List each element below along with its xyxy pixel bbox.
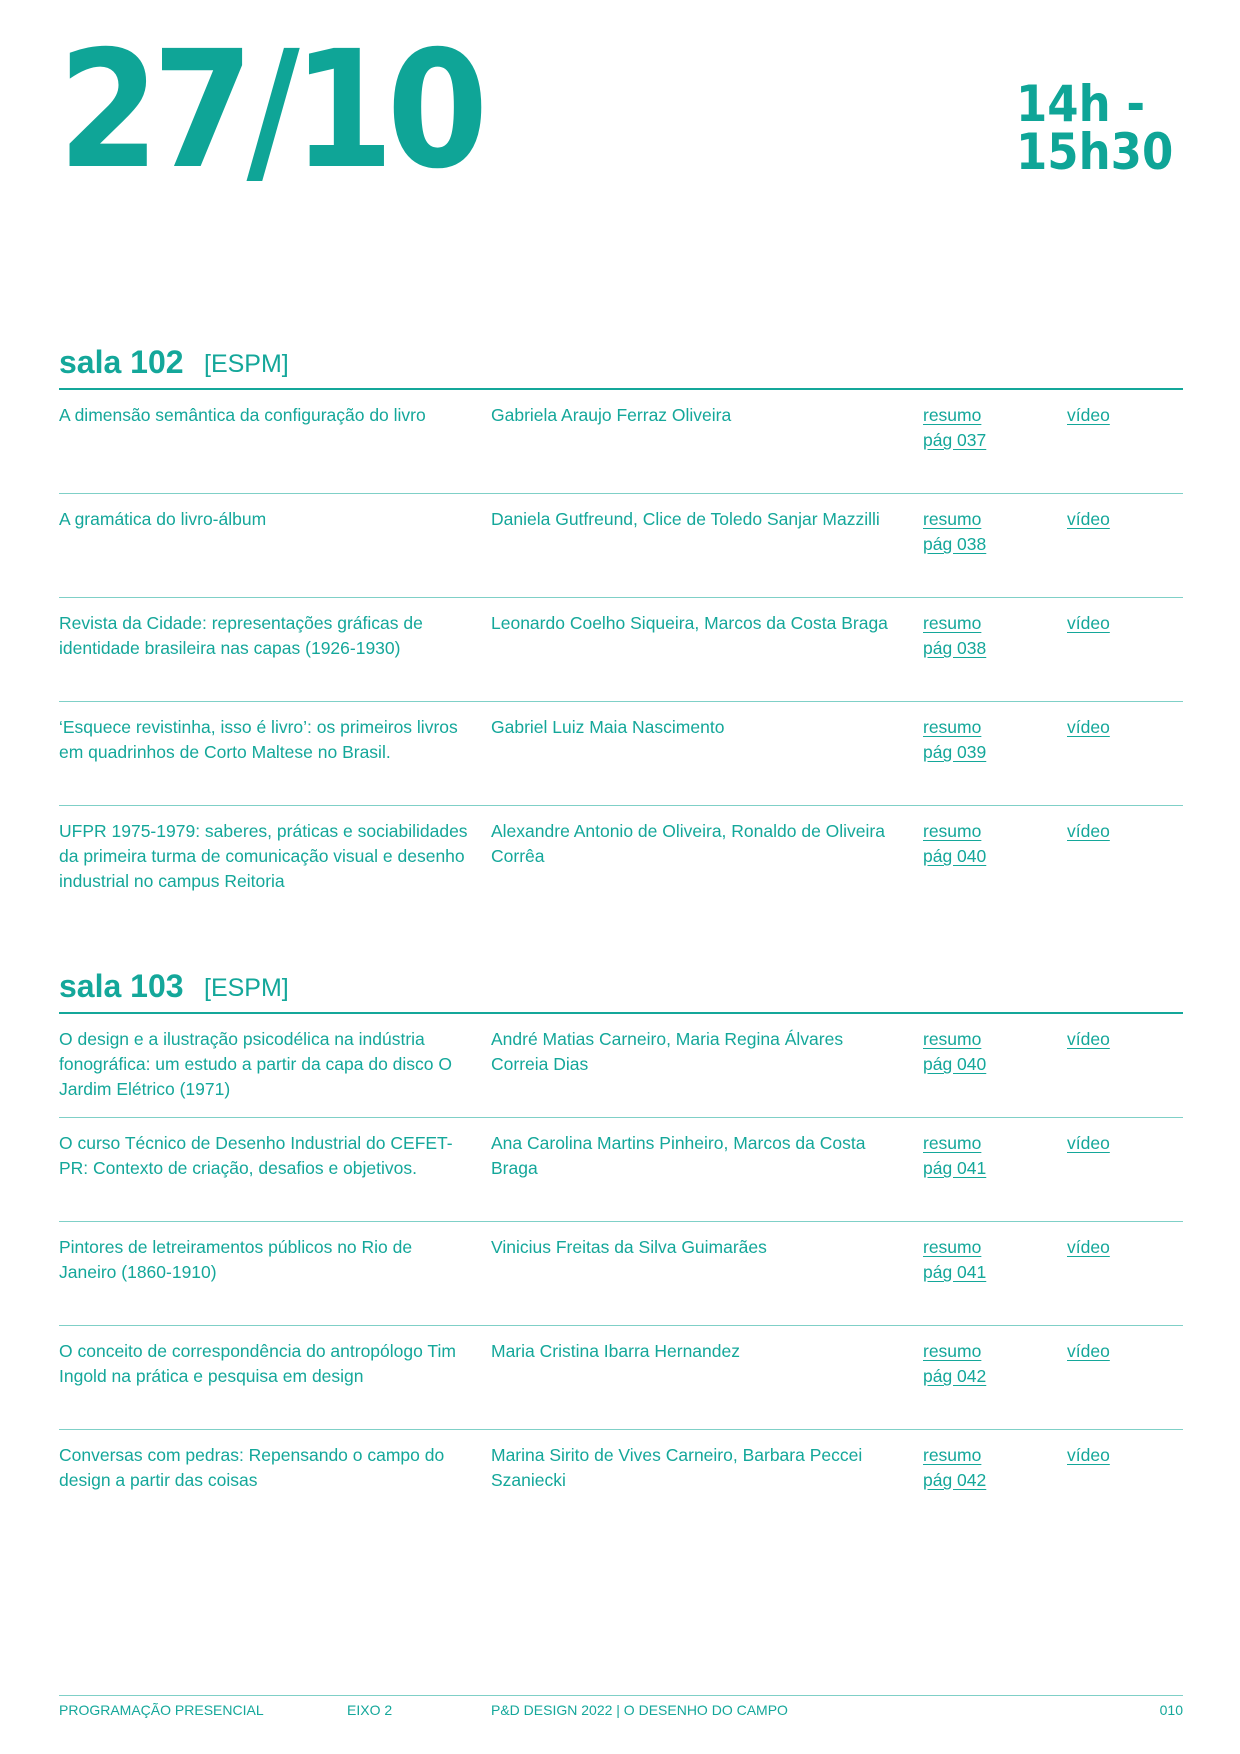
video-link[interactable]: vídeo: [1067, 1133, 1110, 1153]
video-link[interactable]: vídeo: [1067, 405, 1110, 425]
paper-authors: Leonardo Coelho Siqueira, Marcos da Costa Braga: [491, 613, 888, 633]
paper-authors: Gabriel Luiz Maia Nascimento: [491, 717, 725, 737]
room-header: [59, 338, 1183, 390]
paper-title: Conversas com pedras: Repensando o campo do design a partir das coisas: [59, 1445, 445, 1490]
abstract-link: [923, 1339, 1033, 1389]
abstract-link: [923, 1131, 1033, 1181]
paper-row: [59, 702, 1183, 806]
abstract-page-link[interactable]: pág 037: [923, 430, 987, 450]
room-venue: [ESPM]: [204, 974, 289, 1002]
paper-row: [59, 1222, 1183, 1326]
paper-title: A dimensão semântica da configuração do livro: [59, 405, 426, 425]
paper-title: Revista da Cidade: representações gráficas de identidade brasileira nas capas (1926-1930): [59, 613, 423, 658]
paper-row: [59, 598, 1183, 702]
paper-title: O conceito de correspondência do antropólogo Tim Ingold na prática e pesquisa em design: [59, 1341, 456, 1386]
abstract-link: [923, 819, 1033, 869]
paper-row: [59, 494, 1183, 598]
session-date: 27/10: [58, 17, 482, 205]
paper-authors: Vinicius Freitas da Silva Guimarães: [491, 1237, 767, 1257]
abstract-page-link[interactable]: pág 038: [923, 638, 987, 658]
abstract-resumo-link[interactable]: resumo: [923, 1029, 982, 1049]
paper-authors: Alexandre Antonio de Oliveira, Ronaldo de Oliveira Corrêa: [491, 821, 885, 866]
footer-axis-label: EIXO 2: [347, 1702, 393, 1718]
video-link[interactable]: vídeo: [1067, 821, 1110, 841]
room-name: sala 103: [59, 968, 184, 1004]
video-link[interactable]: vídeo: [1067, 717, 1110, 737]
abstract-page-link[interactable]: pág 038: [923, 534, 987, 554]
paper-authors: Daniela Gutfreund, Clice de Toledo Sanjar Mazzilli: [491, 509, 880, 529]
paper-row: [59, 390, 1183, 494]
room-header: [59, 962, 1183, 1014]
room-section-102: [59, 338, 1183, 909]
paper-row: [59, 1118, 1183, 1222]
abstract-page-link[interactable]: pág 042: [923, 1366, 987, 1386]
abstract-link: [923, 507, 1033, 557]
paper-authors: André Matias Carneiro, Maria Regina Álvares Correia Dias: [491, 1029, 844, 1074]
abstract-link: [923, 1027, 1033, 1077]
abstract-resumo-link[interactable]: resumo: [923, 1445, 982, 1465]
paper-authors: Maria Cristina Ibarra Hernandez: [491, 1341, 740, 1361]
video-link[interactable]: vídeo: [1067, 1341, 1110, 1361]
abstract-page-link[interactable]: pág 042: [923, 1470, 987, 1490]
abstract-link: [923, 403, 1033, 453]
paper-authors: Marina Sirito de Vives Carneiro, Barbara Peccei Szaniecki: [491, 1445, 863, 1490]
abstract-page-link[interactable]: pág 041: [923, 1158, 987, 1178]
abstract-resumo-link[interactable]: resumo: [923, 1133, 982, 1153]
abstract-resumo-link[interactable]: resumo: [923, 717, 982, 737]
footer-event-label: P&D DESIGN 2022 | O DESENHO DO CAMPO: [491, 1702, 788, 1718]
video-link[interactable]: vídeo: [1067, 1445, 1110, 1465]
paper-row: [59, 1326, 1183, 1430]
room-name: sala 102: [59, 344, 184, 380]
abstract-resumo-link[interactable]: resumo: [923, 821, 982, 841]
abstract-link: [923, 1443, 1033, 1493]
footer-program-label: PROGRAMAÇÃO PRESENCIAL: [59, 1702, 264, 1718]
paper-row: [59, 1014, 1183, 1118]
room-venue: [ESPM]: [204, 350, 289, 378]
session-time: [1016, 75, 1214, 181]
video-link[interactable]: vídeo: [1067, 613, 1110, 633]
page-number: 010: [1159, 1702, 1183, 1718]
session-time-end: 15h30: [1016, 123, 1174, 181]
video-link[interactable]: vídeo: [1067, 1029, 1110, 1049]
video-link[interactable]: vídeo: [1067, 1237, 1110, 1257]
paper-authors: Gabriela Araujo Ferraz Oliveira: [491, 405, 732, 425]
paper-title: Pintores de letreiramentos públicos no Rio de Janeiro (1860-1910): [59, 1237, 413, 1282]
paper-row: [59, 806, 1183, 909]
paper-row: [59, 1430, 1183, 1533]
abstract-resumo-link[interactable]: resumo: [923, 1237, 982, 1257]
abstract-page-link[interactable]: pág 039: [923, 742, 987, 762]
paper-authors: Ana Carolina Martins Pinheiro, Marcos da Costa Braga: [491, 1133, 866, 1178]
abstract-resumo-link[interactable]: resumo: [923, 405, 982, 425]
abstract-resumo-link[interactable]: resumo: [923, 509, 982, 529]
abstract-link: [923, 611, 1033, 661]
abstract-link: [923, 1235, 1033, 1285]
page-footer: [59, 1695, 1183, 1726]
video-link[interactable]: vídeo: [1067, 509, 1110, 529]
abstract-resumo-link[interactable]: resumo: [923, 1341, 982, 1361]
paper-title: O design e a ilustração psicodélica na indústria fonográfica: um estudo a partir da capa do disco O Jardim Elétrico (1971): [59, 1029, 453, 1099]
room-section-103: [59, 962, 1183, 1533]
abstract-link: [923, 715, 1033, 765]
paper-title: UFPR 1975-1979: saberes, práticas e sociabilidades da primeira turma de comunicação visual e desenho industrial no campus Reitoria: [59, 821, 468, 891]
abstract-page-link[interactable]: pág 041: [923, 1262, 987, 1282]
abstract-resumo-link[interactable]: resumo: [923, 613, 982, 633]
abstract-page-link[interactable]: pág 040: [923, 846, 987, 866]
abstract-page-link[interactable]: pág 040: [923, 1054, 987, 1074]
paper-title: O curso Técnico de Desenho Industrial do CEFET-PR: Contexto de criação, desafios e objetivos.: [59, 1133, 453, 1178]
session-time-start: 14h -: [1016, 75, 1146, 133]
paper-title: ‘Esquece revistinha, isso é livro’: os primeiros livros em quadrinhos de Corto Maltese no Brasil.: [59, 717, 458, 762]
paper-title: A gramática do livro-álbum: [59, 509, 267, 529]
